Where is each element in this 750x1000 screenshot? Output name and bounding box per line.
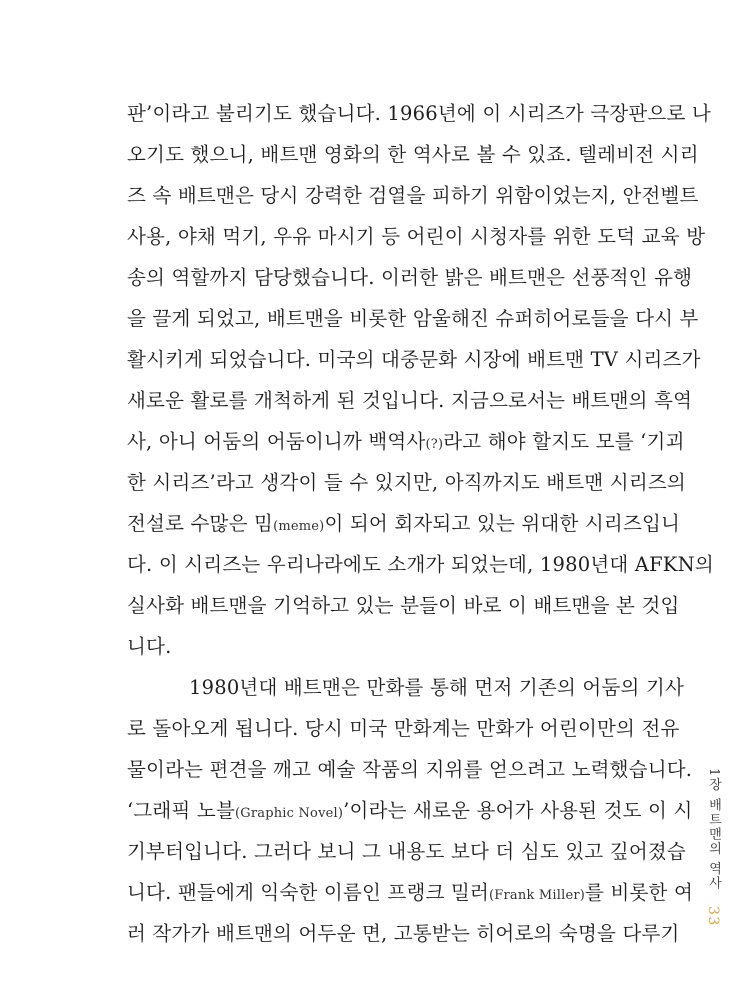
text-line: 즈 속 배트맨은 당시 강력한 검열을 피하기 위함이었는지, 안전벨트	[127, 184, 699, 207]
text-line: 전설로 수많은 밈(meme)이 되어 회자되고 있는 위대한 시리즈입니	[127, 512, 681, 535]
text-line: 실사화 배트맨을 기억하고 있는 분들이 바로 이 배트맨을 본 것입	[127, 594, 680, 617]
text-line: 오기도 했으니, 배트맨 영화의 한 역사로 볼 수 있죠. 텔레비전 시리	[127, 143, 699, 166]
text-line: 기부터입니다. 그러다 보니 그 내용도 보다 더 심도 있고 깊어졌습	[127, 840, 686, 863]
text-line: 니다. 팬들에게 익숙한 이름인 프랭크 밀러(Frank Miller)를 비롯한 여	[127, 881, 694, 904]
annotation: (meme)	[273, 519, 325, 534]
running-header	[704, 768, 723, 928]
chapter-title: 1장 배트맨의 역사	[706, 768, 721, 891]
annotation: (?)	[425, 437, 444, 452]
text-line: 러 작가가 배트맨의 어두운 면, 고통받는 히어로의 숙명을 다루기	[127, 922, 680, 945]
text-line: 사, 아니 어둠의 어둠이니까 백역사(?)라고 해야 할지도 모를 ‘기괴	[127, 430, 685, 453]
annotation: (Graphic Novel)	[234, 806, 344, 821]
text-line: 한 시리즈’라고 생각이 들 수 있지만, 아직까지도 배트맨 시리즈의	[127, 471, 686, 494]
page-number: 33	[705, 906, 721, 928]
text-line: 새로운 활로를 개척하게 된 것입니다. 지금으로서는 배트맨의 흑역	[127, 389, 693, 412]
text-line: 송의 역할까지 담당했습니다. 이러한 밝은 배트맨은 선풍적인 유행	[127, 266, 693, 289]
text-line: 활시키게 되었습니다. 미국의 대중문화 시장에 배트맨 TV 시리즈가	[127, 348, 701, 371]
text-line: ‘그래픽 노블(Graphic Novel)’이라는 새로운 용어가 사용된 것도 이 시	[127, 799, 693, 822]
annotation: (Frank Miller)	[489, 888, 586, 903]
text-line: 을 끌게 되었고, 배트맨을 비롯한 암울해진 슈퍼히어로들을 다시 부	[127, 307, 699, 330]
text-line: 판’이라고 불리기도 했습니다. 1966년에 이 시리즈가 극장판으로 나	[127, 102, 711, 125]
text-line: 1980년대 배트맨은 만화를 통해 먼저 기존의 어둠의 기사	[189, 676, 684, 699]
text-line: 니다.	[127, 635, 172, 658]
text-line: 로 돌아오게 됩니다. 당시 미국 만화계는 만화가 어린이만의 전유	[127, 717, 680, 740]
text-line: 사용, 야채 먹기, 우유 마시기 등 어린이 시청자를 위한 도덕 교육 방	[127, 225, 706, 248]
text-line: 다. 이 시리즈는 우리나라에도 소개가 되었는데, 1980년대 AFKN의	[127, 553, 714, 576]
text-line: 물이라는 편견을 깨고 예술 작품의 지위를 얻으려고 노력했습니다.	[127, 758, 693, 781]
